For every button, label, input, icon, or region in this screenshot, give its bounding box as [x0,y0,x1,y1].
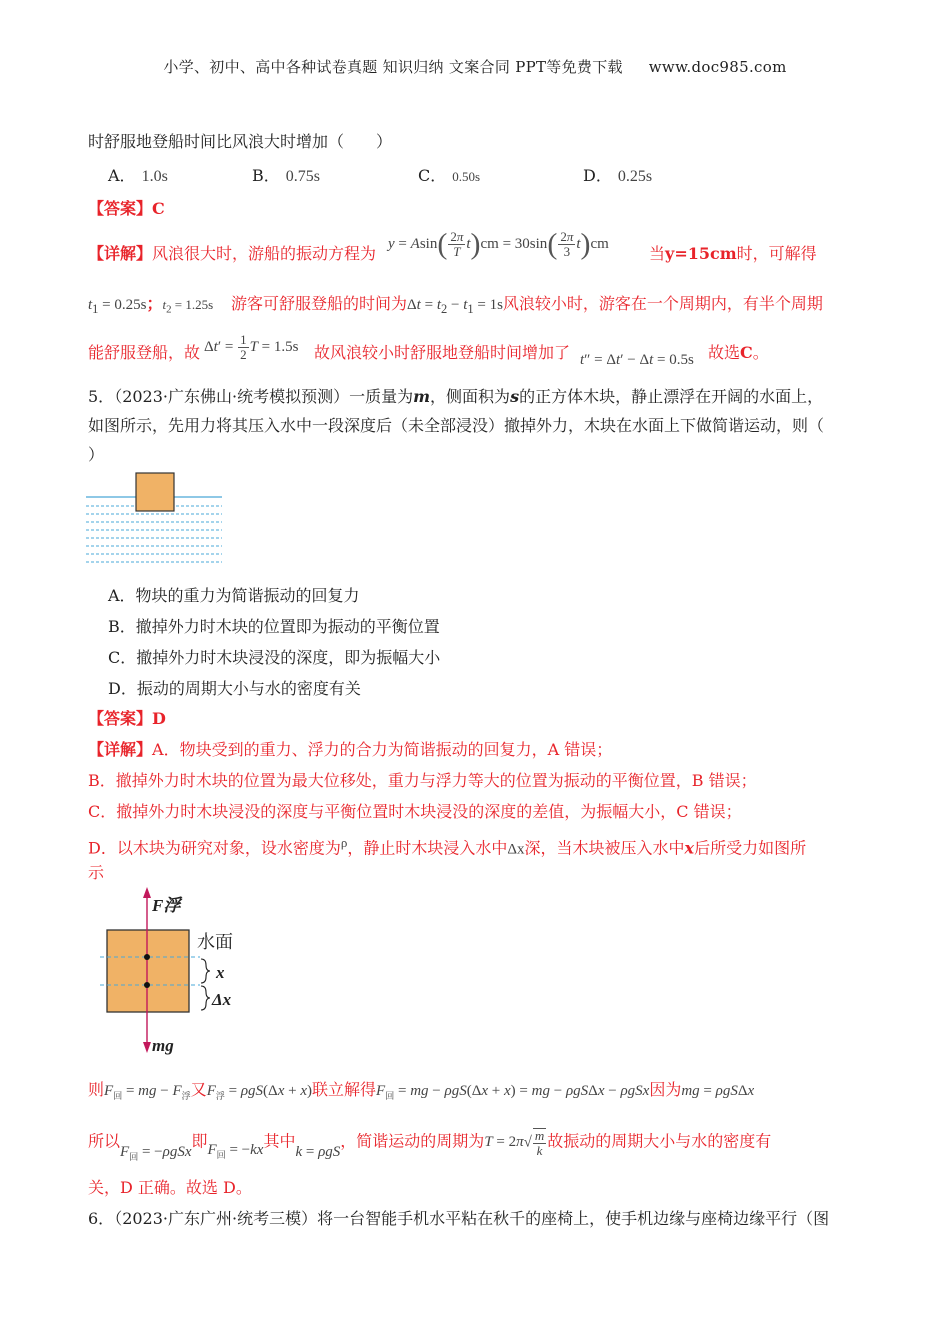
q5-detail-b: B．撤掉外力时木块的位置为最大位移处，重力与浮力等大的位置为振动的平衡位置，B 错误； [88,771,757,790]
q4-option-b: B． 0.75s [252,166,320,185]
q4-tail: 时舒服地登船时间比风浪大时增加（ ） [88,132,393,151]
q5-detail-d-cont: 示 [88,863,105,882]
header-text: 小学、初中、高中各种试卷真题 知识归纳 文案合同 PPT等免费下载 [163,58,623,76]
floating-block-figure [86,470,226,570]
q4-equation-dt2: Δt′ = $\frac{1}{2}$ T = 1.5s [204,332,299,362]
q4-detail-line-1b: 当y=15cm时，可解得 [649,244,817,263]
q5-detail-c: C．撤掉外力时木块浸没的深度与平衡位置时木块浸没的深度的差值，为振幅大小，C 错误； [88,802,742,821]
dx-brace [201,986,210,1010]
q5-detail-e: 则$F_回$ = mg − $F_浮$又$F_浮 = \rho gS(\Delta x + x)$联立解得$F_回$ = mg − ρgS(Δx + x) = mg − ρgSΔx − ρgSx因为mg = ρgSΔx [88,1080,755,1101]
wood-block [136,473,174,511]
q5-option-c: C．撤掉外力时木块浸没的深度，即为振幅大小 [108,648,441,667]
q4-eq1-text: y = Asin( $\frac{2\pi}{T}$ t)cm = 30sin( $\frac{2\pi}{3}$ t)cm [388,227,609,261]
x-brace [201,959,210,983]
q5-stem-line-1: 5．（2023·广东佛山·统考模拟预测）一质量为m，侧面积为s的正方体木块，静止漂浮在开阔的水面上， [88,387,824,406]
q4-detail-line-3b: 故风浪较小时舒服地登船时间增加了 [314,343,571,362]
q4-equation-t3: t″ = Δt′ − Δt = 0.5s [580,352,694,368]
center-point [144,982,150,988]
label-buoyancy: F浮 [152,896,181,915]
q4-answer: 【答案】C [88,199,165,218]
q4-detail-line-2b: 游客可舒服登船的时间为$\Delta t = t_2 - t_1 = 1s$风浪较小时，游客在一个周期内，有半个周期 [231,294,823,316]
force-diagram-figure [100,885,270,1060]
q5-answer: 【答案】D [88,709,166,728]
q5-detail-d: D．以木块为研究对象，设水密度为$^\rho$，静止时木块浸入水中Δx深，当木块被压入水中x后所受力如图所 [88,835,807,858]
surface-point [144,954,150,960]
q4-option-a: A． 1.0s [108,166,168,185]
q5-detail-g: 关，D 正确。故选 D。 [88,1178,252,1197]
q5-option-d: D．振动的周期大小与水的密度有关 [108,679,361,698]
q4-detail-line-2: $t_1 = 0.25s$；$t_2 = 1.25s$ [88,294,214,316]
q5-stem-line-3: ） [88,445,105,464]
label-dx: Δx [212,990,232,1009]
q5-option-b: B．撤掉外力时木块的位置即为振动的平衡位置 [108,617,440,636]
q4-detail-line-3c: 故选C。 [708,343,769,362]
label-mg: mg [152,1036,174,1055]
q4-equation-1 [388,227,609,261]
header-site[interactable]: www.doc985.com [648,58,787,76]
q5-detail-f: 所以$F_回 = -\rho gSx$即$F_回 = -kx$其中k = ρgS，简谐运动的周期为T = 2π√ $\frac{m}{k}$ 故振动的周期大小与水的密度有 [88,1128,772,1163]
wood-block-submerged [107,930,189,1012]
gravity-arrow-head [143,1042,151,1053]
q6-stem: 6．（2023·广东广州·统考三模）将一台智能手机水平粘在秋千的座椅上，使手机边缘与座椅边缘平行（图 [88,1209,830,1228]
q5-detail-a: 【详解】A．物块受到的重力、浮力的合力为简谐振动的回复力，A 错误； [88,740,613,759]
label-x: x [216,963,225,982]
label-water-surface: 水面 [197,932,233,953]
buoyancy-arrow-head [143,887,151,898]
q5-stem-line-2: 如图所示，先用力将其压入水中一段深度后（未全部浸没）撤掉外力，木块在水面上下做简谐运动，则（ [88,416,825,435]
page-header [0,56,950,77]
q5-option-a: A．物块的重力为简谐振动的回复力 [108,586,360,605]
q4-detail-line-1: 【详解】风浪很大时，游船的振动方程为 [88,244,377,263]
q4-option-c: C． 0.50s [418,166,481,185]
q4-detail-line-3: 能舒服登船，故 [88,343,201,362]
q4-option-d: D． 0.25s [583,166,653,185]
